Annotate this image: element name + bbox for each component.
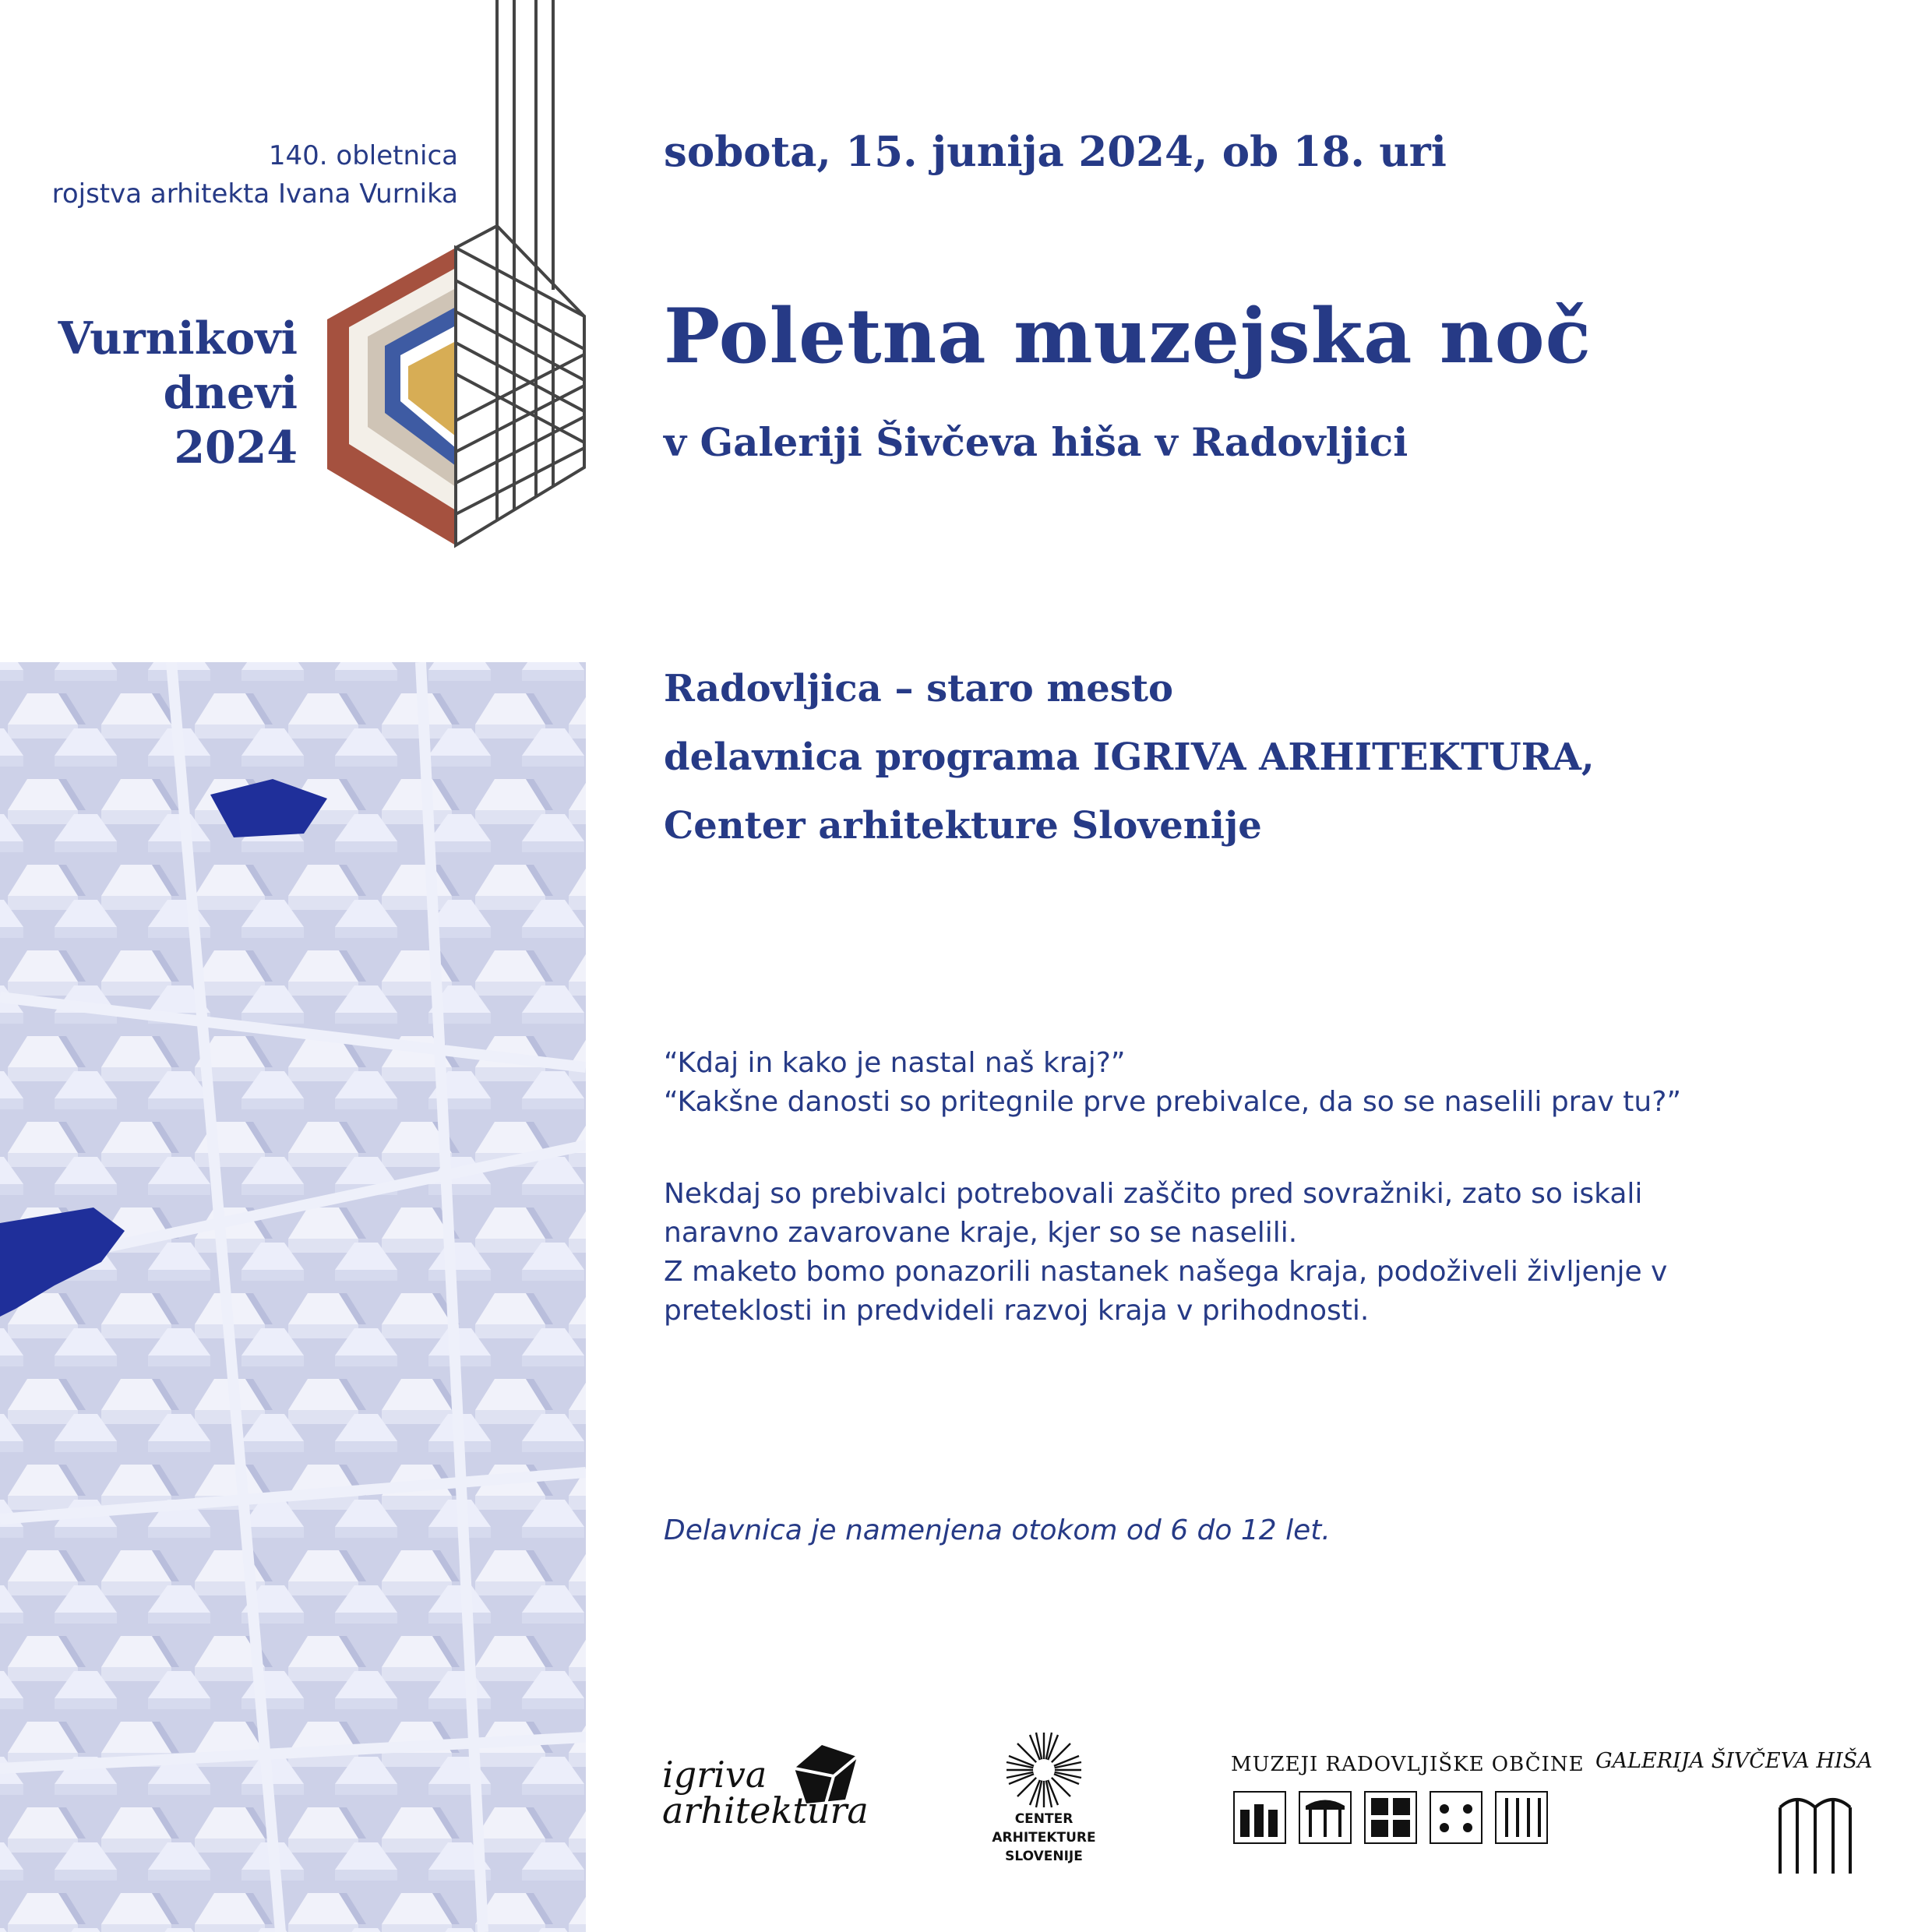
workshop-info [664, 654, 1595, 860]
galerija-arches-icon [1776, 1792, 1854, 1877]
age-note: Delavnica je namenjena otokom od 6 do 12 let. [664, 1514, 1331, 1546]
event-title: Poletna muzejska noč [664, 292, 1592, 380]
center-arhitekture-logo [966, 1810, 1122, 1866]
description-line-3: Z maketo bomo ponazorili nastanek našega kraja, podoživeli življenje v [664, 1256, 1668, 1288]
igriva-logo-line-2: arhitektura [662, 1789, 869, 1832]
description [664, 1175, 1832, 1331]
workshop-line-1: Radovljica – staro mesto [664, 667, 1173, 710]
event-date: sobota, 15. junija 2024, ob 18. uri [664, 128, 1447, 176]
anniversary-line-2: rojstva arhitekta Ivana Vurnika [51, 178, 458, 210]
question-1: “Kdaj in kako je nastal naš kraj?” [664, 1047, 1126, 1079]
festival-line-3: 2024 [174, 421, 298, 474]
festival-line-1: Vurnikovi [58, 312, 298, 365]
igriva-arhitektura-logo [662, 1754, 869, 1832]
igriva-logo-line-1: igriva [662, 1754, 767, 1796]
festival-name [58, 312, 298, 475]
galerija-sivceva-hisa-logo: GALERIJA ŠIVČEVA HIŠA [1595, 1749, 1873, 1773]
questions [664, 1044, 1681, 1122]
workshop-line-3: Center arhitekture Slovenije [664, 804, 1262, 848]
muzeji-radovljiske-obcine-logo: MUZEJI RADOVLJIŠKE OBČINE [1231, 1753, 1585, 1776]
festival-line-2: dnevi [163, 367, 298, 419]
cas-logo-line-2: SLOVENIJE [1005, 1849, 1083, 1864]
center-arhitekture-sunburst-icon [1005, 1731, 1083, 1809]
event-venue: v Galeriji Šivčeva hiša v Radovljici [664, 419, 1408, 465]
question-2: “Kakšne danosti so pritegnile prve prebivalce, da so se naselili prav tu?” [664, 1086, 1681, 1118]
museum-icons-row [1232, 1790, 1552, 1845]
workshop-line-2: delavnica programa IGRIVA ARHITEKTURA, [664, 735, 1595, 779]
vurnik-cube-logo [319, 0, 600, 553]
description-line-2: naravno zavarovane kraje, kjer so se naselili. [664, 1217, 1298, 1249]
cas-logo-line-1: CENTER ARHITEKTURE [992, 1811, 1096, 1846]
description-line-4: preteklosti in predvideli razvoj kraja v prihodnosti. [664, 1295, 1370, 1327]
description-line-1: Nekdaj so prebivalci potrebovali zaščito pred sovražniki, zato so iskali [664, 1178, 1643, 1210]
town-model-illustration [0, 662, 586, 1932]
town-model-photo [0, 662, 586, 1932]
anniversary-line-1: 140. obletnica [268, 140, 458, 171]
